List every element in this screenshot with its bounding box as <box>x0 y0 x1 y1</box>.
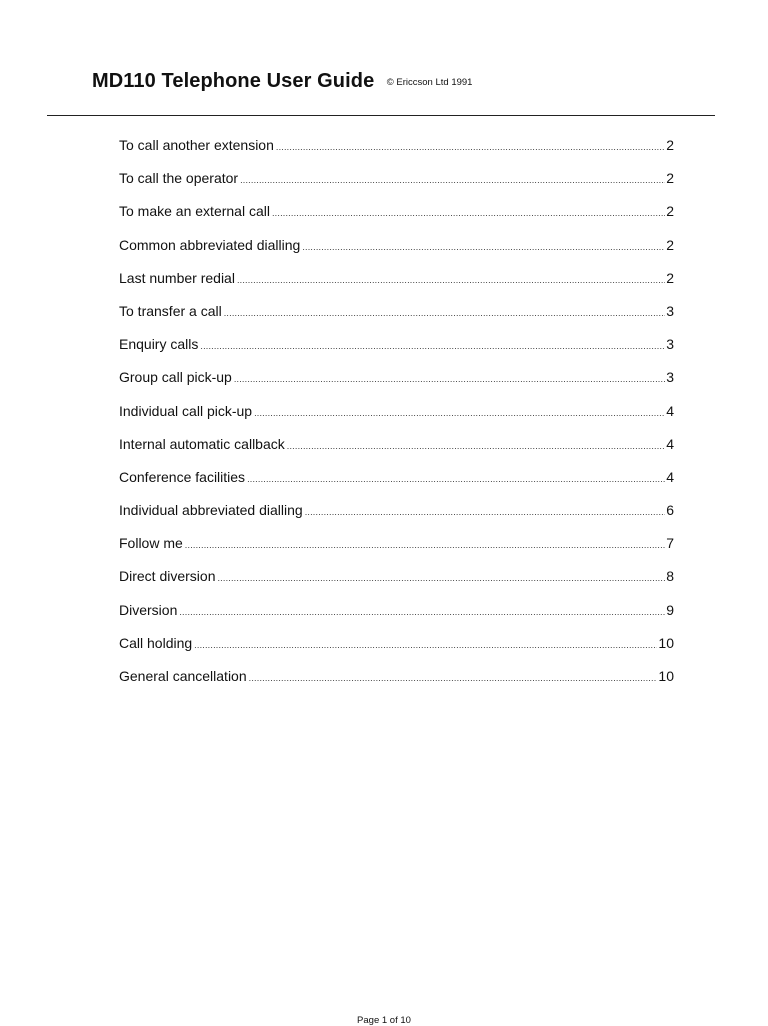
toc-entry-label: Follow me <box>119 535 183 552</box>
toc-entry-page-number: 2 <box>666 236 674 253</box>
toc-entry[interactable] <box>119 137 674 170</box>
toc-entry-label: Individual abbreviated dialling <box>119 502 303 519</box>
toc-entry-page-number: 4 <box>666 468 674 485</box>
toc-dot-leader <box>302 242 665 252</box>
toc-dot-leader <box>185 540 665 550</box>
toc-entry-label: Call holding <box>119 634 193 651</box>
toc-entry[interactable] <box>119 403 674 436</box>
toc-dot-leader <box>305 507 666 517</box>
toc-entry-label: Internal automatic callback <box>119 435 285 452</box>
toc-entry-label: Direct diversion <box>119 568 216 585</box>
toc-entry[interactable] <box>119 635 674 668</box>
toc-entry-page-number: 2 <box>666 269 674 286</box>
toc-dot-leader <box>254 408 665 418</box>
toc-entry-page-number: 4 <box>666 435 674 452</box>
page-header <box>92 70 472 93</box>
toc-dot-leader <box>179 607 665 617</box>
toc-entry-page-number: 10 <box>658 668 674 684</box>
toc-entry[interactable] <box>119 535 674 568</box>
toc-dot-leader <box>276 142 665 152</box>
toc-entry-label: To make an external call <box>119 203 270 220</box>
toc-entry[interactable] <box>119 568 674 601</box>
toc-dot-leader <box>240 175 665 185</box>
toc-dot-leader <box>224 308 665 318</box>
toc-entry-label: Group call pick-up <box>119 369 232 386</box>
toc-dot-leader <box>287 441 665 451</box>
toc-entry-page-number: 2 <box>666 203 674 220</box>
toc-entry-page-number: 9 <box>666 601 674 618</box>
toc-dot-leader <box>194 640 657 650</box>
toc-entry[interactable] <box>119 369 674 402</box>
copyright-notice: © Ericcson Ltd 1991 <box>386 77 473 88</box>
toc-entry[interactable] <box>119 170 674 203</box>
toc-entry-page-number: 8 <box>666 568 674 585</box>
toc-entry[interactable] <box>119 270 674 303</box>
toc-entry-label: General cancellation <box>119 668 247 684</box>
page-footer: Page 1 of 10 <box>357 1015 411 1026</box>
table-of-contents <box>119 137 674 701</box>
toc-entry[interactable] <box>119 336 674 369</box>
toc-entry-label: Enquiry calls <box>119 336 199 353</box>
toc-entry-page-number: 3 <box>666 336 674 353</box>
toc-dot-leader <box>247 474 665 484</box>
toc-entry[interactable] <box>119 469 674 502</box>
toc-dot-leader <box>217 573 665 583</box>
toc-dot-leader <box>272 208 665 218</box>
toc-entry[interactable] <box>119 303 674 336</box>
toc-dot-leader <box>234 374 665 384</box>
toc-entry-label: Diversion <box>119 601 178 618</box>
toc-dot-leader <box>200 341 665 351</box>
toc-entry-label: Last number redial <box>119 269 235 286</box>
toc-entry-page-number: 7 <box>666 535 674 552</box>
toc-entry-label: Conference facilities <box>119 468 246 485</box>
toc-entry[interactable] <box>119 668 674 701</box>
toc-entry-page-number: 3 <box>666 302 674 319</box>
toc-entry-label: Common abbreviated dialling <box>119 236 301 253</box>
toc-entry-label: Individual call pick-up <box>119 402 253 419</box>
toc-entry-page-number: 2 <box>666 137 674 153</box>
toc-entry-label: To call the operator <box>119 170 239 187</box>
toc-entry[interactable] <box>119 237 674 270</box>
toc-entry-page-number: 4 <box>666 402 674 419</box>
toc-entry-label: To call another extension <box>119 137 274 153</box>
toc-entry[interactable] <box>119 602 674 635</box>
toc-entry-label: To transfer a call <box>119 302 222 319</box>
header-divider <box>47 115 715 116</box>
toc-entry-page-number: 2 <box>666 170 674 187</box>
toc-entry[interactable] <box>119 502 674 535</box>
toc-entry-page-number: 3 <box>666 369 674 386</box>
toc-entry-page-number: 10 <box>658 634 674 651</box>
toc-entry[interactable] <box>119 203 674 236</box>
document-title: MD110 Telephone User Guide <box>92 70 375 92</box>
toc-entry-page-number: 6 <box>666 502 674 519</box>
toc-dot-leader <box>237 275 665 285</box>
toc-dot-leader <box>249 673 658 683</box>
toc-entry[interactable] <box>119 436 674 469</box>
